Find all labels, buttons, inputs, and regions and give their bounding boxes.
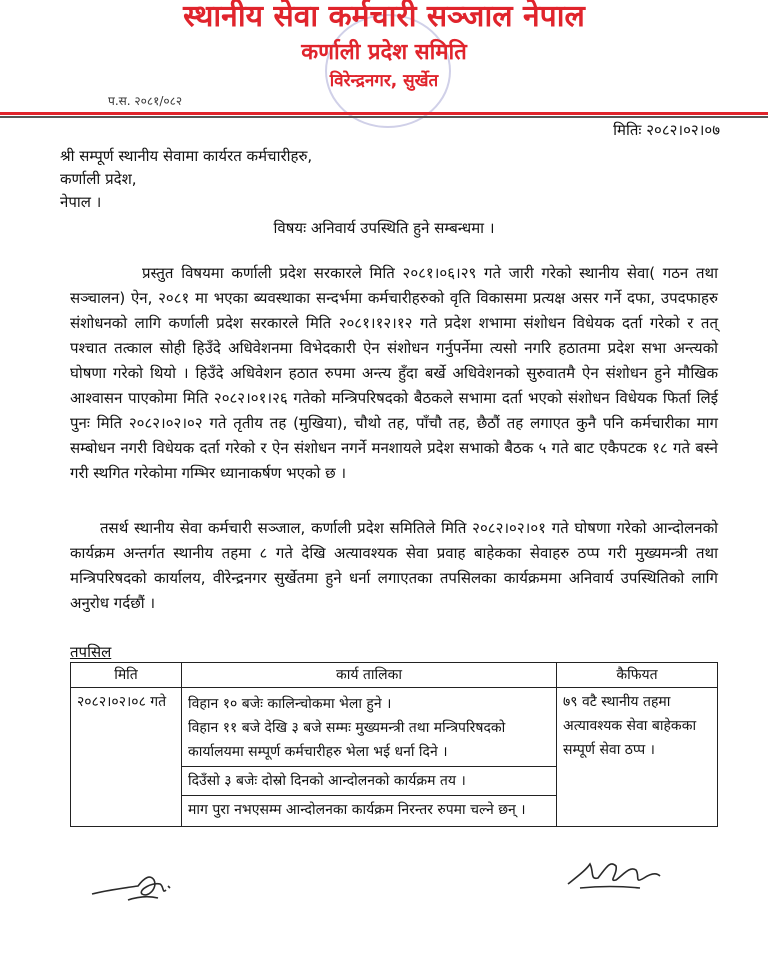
program-item-1: विहान १० बजेः कालिन्चोकमा भेला हुने । [188,696,392,712]
addressee-line-1: श्री सम्पूर्ण स्थानीय सेवामा कार्यरत कर्मचारीहरु, [60,147,313,165]
schedule-table [70,662,718,827]
organization-name: स्थानीय सेवा कर्मचारी सञ्जाल नेपाल [183,0,585,34]
header-rule-dark [0,116,768,118]
header-rule-red [0,112,768,115]
office-location: विरेन्द्रनगर, सुर्खेत [329,71,439,91]
body-paragraph-1: प्रस्तुत विषयमा कर्णाली प्रदेश सरकारले मिति २०८१।०६।२९ गते जारी गरेको स्थानीय सेवा( गठन तथा सञ्चालन) ऐन, २०८१ मा भएका ब्यवस्थाका सन्दर्भमा कर्मचारीहरुको वृति विकासमा प्रत्यक्ष असर गर्ने दफा, उपदफाहरु संशोधनको लागि कर्णाली प्रदेश सरकारले मिति २०८१।१२।१२ गते प्रदेश शभामा संशोधन विधेयक दर्ता गरेको र तत् पश्चात तत्काल सोही हिउँदे अधिवेशनमा विभेदकारी ऐन संशोधन गर्नुपर्नेमा त्यसो नगरि हठातमा प्रदेश सभा अन्त्यको घोषणा गरेको थियो । हिउँदे अधिवेशन हठात रुपमा अन्त्य हुँदा बर्खे अधिवेशनको सुरुवातमै ऐन संशोधन हुने मौखिक आश्वासन पाएकोमा मिति २०८२।०१।२६ गतेको मन्त्रिपरिषदको बैठकले सभामा दर्ता भएको संशोधन विधेयक फिर्ता लिई पुनः मिति २०८२।०२।०२ गते तृतीय तह (मुखिया), चौथो तह, पाँचौ तह, छैठौं तह लगाएत कुनै पनि कर्मचारीका माग सम्बोधन नगरी विधेयक दर्ता गरेको र ऐन संशोधन नगर्ने मनशायले प्रदेश सभाको बैठक ५ गते बाट एकैपटक १८ गते बस्ने गरी स्थगित गरेकोमा गम्भिर ध्यानाकर्षण भएको छ । [70,264,718,482]
program-item-1-2 [182,690,556,767]
column-header-date: मिति [71,663,182,688]
schedule-date: २०८२।०२।०८ गते [71,688,182,827]
program-item-4: माग पुरा नभएसम्म आन्दोलनका कार्यक्रम निरन्तर रुपमा चल्ने छन् । [188,802,526,818]
program-item-3: दिउँसो ३ बजेः दोस्रो दिनको आन्दोलनको कार्यक्रम तय । [182,767,556,796]
reference-number: प.स. २०८१/०८२ [108,94,183,108]
committee-name: कर्णाली प्रदेश समिति [301,40,467,65]
letter-date: मितिः २०८२।०२।०७ [613,121,720,139]
table-row [71,688,718,827]
addressee-line-2: कर्णाली प्रदेश, [60,170,137,188]
schedule-remarks: ७९ वटै स्थानीय तहमा अत्यावश्यक सेवा बाहेकका सम्पूर्ण सेवा ठप्प । [557,688,718,827]
signature-left [88,860,198,910]
addressee-line-3: नेपाल । [60,193,102,211]
column-header-remarks: कैफियत [557,663,718,688]
letter-subject: विषयः अनिवार्य उपस्थिति हुने सम्बन्धमा । [273,219,495,237]
program-cell [182,688,557,827]
column-header-program: कार्य तालिका [182,663,557,688]
body-paragraph-2: तसर्थ स्थानीय सेवा कर्मचारी सञ्जाल, कर्णाली प्रदेश समितिले मिति २०८२।०२।०१ गते घोषणा गरेको आन्दोलनको कार्यक्रम अन्तर्गत स्थानीय तहमा ८ गते देखि अत्यावश्यक सेवा प्रवाह बाहेकका सेवाहरु ठप्प गरी मुख्यमन्त्री तथा मन्त्रिपरिषदको कार्यालय, वीरेन्द्रनगर सुर्खेतमा हुने धर्ना लगाएतका तपसिलका कार्यक्रममा अनिवार्य उपस्थितिको लागि अनुरोध गर्दछौं । [70,519,718,612]
schedule-heading: तपसिल [70,643,112,661]
signature-right [560,848,670,898]
table-header-row [71,663,718,688]
program-item-2: विहान ११ बजे देखि ३ बजे सम्मः मुख्यमन्त्री तथा मन्त्रिपरिषदको कार्यालयमा सम्पूर्ण कर्मचारीहरु भेला भई धर्ना दिने । [188,720,506,760]
